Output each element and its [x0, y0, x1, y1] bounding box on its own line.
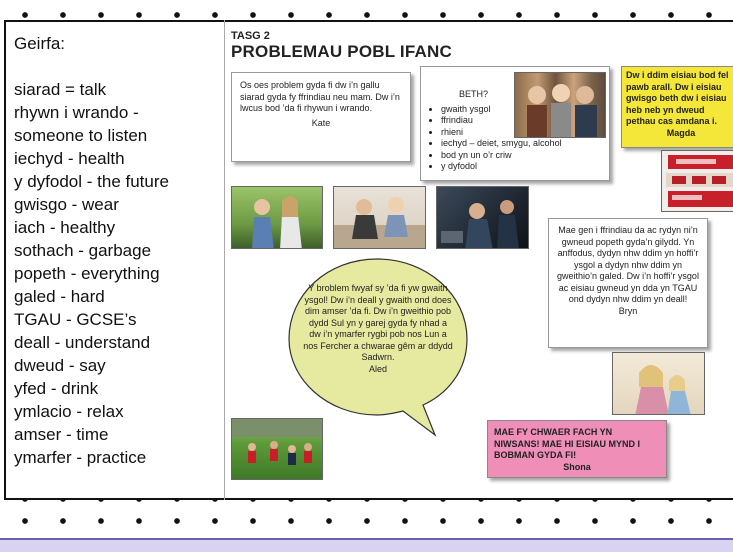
shona-name: Shona — [563, 461, 591, 472]
two-girls-photo — [231, 186, 323, 249]
vocab-line: TGAU - GCSE’s — [14, 310, 137, 329]
kate-text: Os oes problem gyda fi dw i’n gallu siarad gyda fy ffrindiau neu mam. Dw i’n lwcus bod ’da fi rhywun i wrando. — [240, 80, 400, 113]
aled-bubble-content — [303, 283, 453, 375]
list-item: • rhieni — [441, 127, 601, 139]
column-divider — [224, 20, 225, 500]
bryn-text: Mae gen i ffrindiau da ac rydyn ni’n gwneud popeth gyda’n gilydd. Yn anffodus, dydyn nhw ddim yn hoffi’r ysgol a dydyn nhw ddim yn gweithio’n galed. Dw i’n hoffi’r ysgol ac eisiau gwneud yn dda yn TGAU ond dydyn nhw ddim yn deall! — [557, 225, 699, 304]
magda-text: Dw i ddim eisiau bod fel pawb arall. Dw i eisiau gwisgo beth dw i eisiau heb neb yn dweud pethau cas amdana i. — [626, 70, 729, 126]
vocab-title: Geirfa: — [14, 34, 66, 53]
vocab-line: gwisgo - wear — [14, 195, 119, 214]
vocab-line: someone to listen — [14, 126, 148, 145]
vocab-line: sothach - garbage — [14, 241, 152, 260]
aled-name: Aled — [368, 363, 387, 374]
list-item: • iechyd – deiet, smygu, alcohol — [441, 138, 601, 150]
friends-sofa-photo — [333, 186, 426, 249]
kate-card — [231, 72, 411, 162]
kate-name: Kate — [311, 117, 331, 128]
task-title: PROBLEMAU POBL IFANC — [231, 42, 452, 61]
vocab-line: ymlacio - relax — [14, 402, 124, 421]
vocab-line: ymarfer - practice — [14, 448, 147, 467]
vocab-line: deall - understand — [14, 333, 151, 352]
bryn-name: Bryn — [618, 305, 638, 316]
list-item: • y dyfodol — [441, 161, 601, 173]
vocab-line: iach - healthy — [14, 218, 116, 237]
bryn-card — [548, 218, 708, 348]
vocab-line: popeth - everything — [14, 264, 160, 283]
magda-name: Magda — [666, 127, 696, 138]
vocab-line: siarad = talk — [14, 80, 107, 99]
vocab-line: iechyd - health — [14, 149, 125, 168]
vocab-line: dweud - say — [14, 356, 106, 375]
list-item: • bod yn un o’r criw — [441, 150, 601, 162]
vocab-list — [14, 32, 224, 469]
magda-card — [621, 66, 733, 148]
task-label: TASG 2 — [231, 30, 270, 42]
aled-speech-bubble — [285, 255, 470, 440]
list-item: • ffrindiau — [441, 115, 601, 127]
list-item: • gwaith ysgol — [441, 104, 601, 116]
vocab-line: amser - time — [14, 425, 109, 444]
beth-heading: BETH? — [459, 89, 489, 99]
vocab-line: y dyfodol - the future — [14, 172, 169, 191]
garage-photo — [436, 186, 529, 249]
sisters-photo — [612, 352, 705, 415]
vocab-line: galed - hard — [14, 287, 105, 306]
aled-text: Y broblem fwyaf sy ’da fi yw gwaith ysgol! Dw i’n deall y gwaith ond does dim amser ’da fi. Dw i’n gweithio pob dydd Sul yn y garej gyda fy nhad a dw i’n ymarfer rygbi pob nos Lun a nos Fercher a chwarae gêm ar ddydd Sadwrn. — [303, 283, 453, 362]
vocab-line: yfed - drink — [14, 379, 99, 398]
rugby-photo — [231, 418, 323, 480]
shona-card — [487, 420, 667, 478]
shona-text: MAE FY CHWAER FACH YN NIWSANS! MAE HI EISIAU MYND I BOBMAN GYDA FI! — [494, 427, 641, 460]
sweets-photo — [661, 150, 733, 212]
teens-group-photo — [514, 72, 606, 138]
vocab-line: rhywn i wrando - — [14, 103, 139, 122]
